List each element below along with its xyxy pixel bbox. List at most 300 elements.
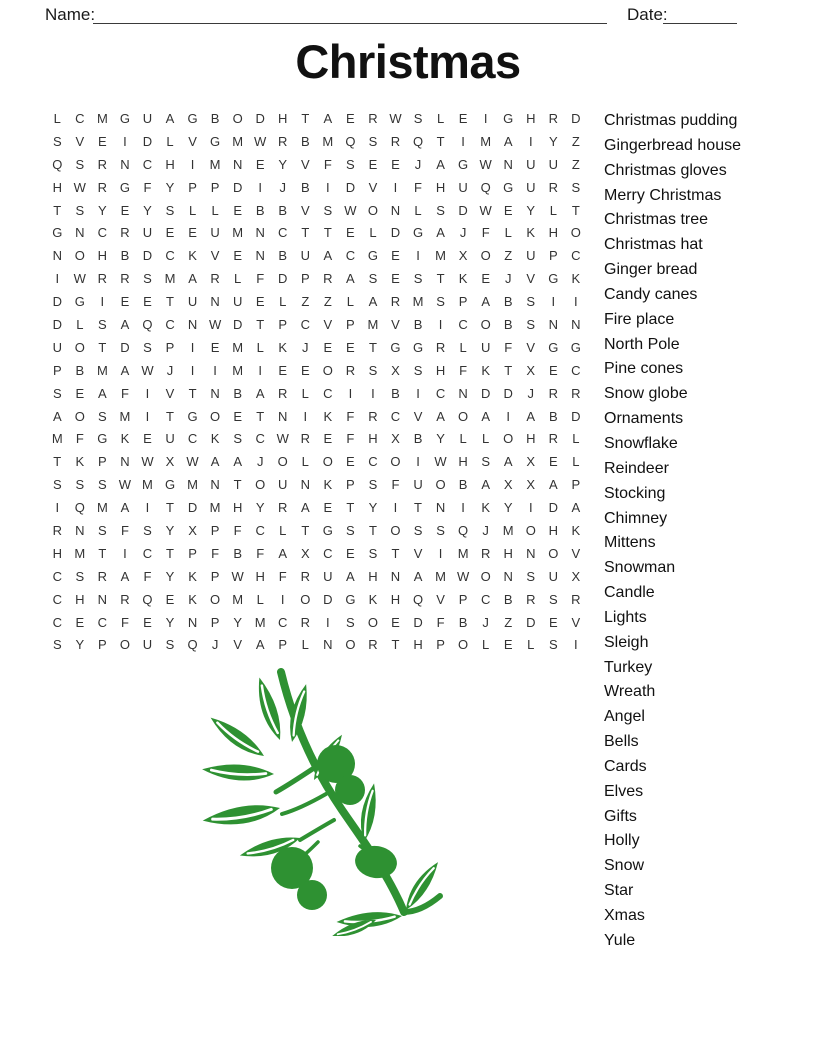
grid-letter: O	[345, 637, 356, 653]
grid-letter: T	[256, 316, 265, 332]
grid-letter: U	[142, 637, 153, 653]
grid-letter: L	[256, 339, 264, 355]
grid-letter: C	[255, 431, 265, 447]
grid-letter: H	[255, 568, 265, 584]
grid-letter: H	[548, 225, 558, 241]
grid-letter: E	[323, 431, 333, 447]
grid-letter: Q	[74, 500, 85, 516]
grid-letter: B	[255, 202, 265, 218]
word-list-item: Stocking	[604, 484, 666, 502]
grid-letter: T	[368, 522, 377, 538]
grid-letter: R	[120, 225, 130, 241]
grid-letter: G	[548, 339, 559, 355]
word-list-item: Chimney	[604, 509, 668, 527]
grid-letter: S	[98, 522, 107, 538]
grid-letter: G	[412, 339, 424, 355]
grid-letter: E	[75, 614, 85, 630]
grid-letter: X	[300, 545, 310, 561]
grid-letter: X	[526, 362, 536, 378]
grid-letter: S	[368, 477, 378, 493]
grid-letter: O	[74, 248, 85, 264]
grid-letter: G	[503, 110, 514, 126]
grid-letter: L	[527, 637, 535, 653]
grid-letter: E	[98, 133, 107, 149]
grid-letter: F	[436, 614, 445, 630]
grid-letter: O	[119, 637, 130, 653]
grid-letter: I	[348, 385, 353, 401]
grid-letter: G	[74, 294, 85, 310]
grid-letter: S	[481, 454, 490, 470]
grid-letter: C	[255, 522, 265, 538]
grid-letter: I	[461, 500, 465, 516]
grid-letter: N	[75, 522, 85, 538]
grid-letter: Y	[436, 431, 445, 447]
grid-letter: Z	[571, 133, 580, 149]
grid-letter: K	[75, 454, 85, 470]
grid-letter: T	[436, 271, 445, 287]
grid-letter: I	[416, 248, 420, 264]
grid-letter: S	[75, 202, 85, 218]
grid-letter: O	[210, 591, 221, 607]
grid-letter: A	[255, 385, 265, 401]
grid-letter: S	[233, 431, 242, 447]
grid-letter: P	[98, 637, 107, 653]
grid-letter: S	[346, 156, 355, 172]
grid-letter: P	[458, 294, 468, 310]
grid-letter: W	[141, 362, 154, 378]
word-list-item: Snow globe	[604, 385, 688, 403]
grid-letter: R	[548, 179, 558, 195]
grid-letter: M	[412, 294, 424, 310]
grid-letter: R	[548, 431, 558, 447]
grid-letter: S	[98, 316, 107, 332]
grid-letter: Q	[458, 522, 469, 538]
grid-letter: L	[53, 110, 61, 126]
grid-letter: U	[458, 179, 468, 195]
grid-letter: R	[97, 156, 108, 172]
grid-letter: C	[75, 110, 85, 126]
grid-letter: I	[574, 637, 578, 653]
name-blank-line	[93, 23, 607, 24]
grid-letter: M	[322, 133, 334, 149]
grid-letter: D	[571, 408, 581, 424]
grid-letter: B	[120, 248, 130, 264]
grid-letter: E	[143, 614, 152, 630]
grid-letter: O	[435, 477, 446, 493]
grid-letter: N	[526, 545, 536, 561]
grid-letter: E	[278, 362, 288, 378]
grid-letter: G	[187, 408, 198, 424]
grid-letter: R	[548, 385, 558, 401]
grid-letter: D	[503, 385, 513, 401]
word-list-item: Christmas hat	[604, 236, 703, 254]
grid-letter: B	[233, 385, 242, 401]
grid-letter: C	[458, 316, 468, 332]
grid-letter: P	[346, 316, 355, 332]
grid-letter: I	[551, 294, 556, 310]
word-list-item: Reindeer	[604, 459, 669, 477]
grid-letter: A	[481, 408, 490, 424]
grid-letter: H	[458, 454, 468, 470]
grid-letter: C	[142, 156, 153, 172]
grid-letter: D	[323, 591, 333, 607]
grid-letter: S	[165, 202, 175, 218]
grid-letter: T	[391, 637, 400, 653]
grid-letter: T	[166, 545, 174, 561]
grid-letter: W	[479, 156, 492, 172]
grid-letter: T	[571, 202, 580, 218]
grid-letter: G	[390, 339, 401, 355]
grid-letter: S	[413, 522, 423, 538]
grid-letter: E	[346, 225, 355, 241]
grid-letter: X	[458, 248, 468, 264]
grid-letter: A	[346, 568, 355, 584]
grid-letter: H	[435, 179, 446, 195]
grid-letter: L	[279, 294, 287, 310]
grid-letter: P	[458, 591, 468, 607]
grid-letter: D	[571, 110, 581, 126]
grid-letter: V	[368, 179, 378, 195]
word-list-item: Ginger bread	[604, 261, 698, 279]
grid-letter: D	[52, 316, 62, 332]
grid-letter: A	[300, 500, 310, 516]
grid-letter: E	[368, 156, 378, 172]
grid-letter: S	[413, 271, 423, 287]
grid-letter: R	[390, 294, 401, 310]
grid-letter: N	[210, 477, 220, 493]
grid-letter: Z	[323, 294, 332, 310]
grid-letter: E	[233, 202, 242, 218]
grid-letter: L	[188, 202, 197, 218]
grid-letter: A	[413, 568, 423, 584]
grid-letter: S	[368, 362, 378, 378]
grid-letter: O	[458, 637, 469, 653]
grid-letter: H	[413, 637, 423, 653]
grid-letter: N	[435, 500, 446, 516]
grid-letter: Q	[480, 179, 491, 195]
grid-letter: O	[525, 522, 536, 538]
grid-letter: N	[52, 248, 62, 264]
grid-letter: T	[504, 362, 513, 378]
grid-letter: V	[436, 591, 445, 607]
grid-letter: O	[232, 110, 243, 126]
grid-letter: D	[52, 294, 62, 310]
grid-letter: I	[55, 271, 60, 287]
grid-letter: C	[435, 385, 446, 401]
word-list-item: Ornaments	[604, 410, 684, 428]
grid-letter: P	[98, 454, 107, 470]
grid-letter: C	[480, 591, 491, 607]
grid-letter: C	[345, 248, 356, 264]
grid-letter: S	[368, 545, 378, 561]
grid-letter: H	[390, 591, 401, 607]
grid-letter: D	[458, 202, 468, 218]
grid-letter: I	[438, 545, 443, 561]
grid-letter: K	[571, 271, 581, 287]
grid-letter: A	[255, 637, 265, 653]
grid-letter: G	[119, 179, 130, 195]
grid-letter: O	[210, 408, 221, 424]
grid-letter: F	[459, 362, 468, 378]
grid-letter: E	[503, 202, 513, 218]
grid-letter: I	[123, 133, 127, 149]
grid-letter: T	[323, 225, 332, 241]
grid-letter: S	[143, 339, 152, 355]
grid-letter: E	[120, 202, 130, 218]
grid-letter: O	[390, 522, 401, 538]
grid-letter: E	[300, 362, 310, 378]
grid-letter: T	[346, 500, 355, 516]
grid-letter: U	[413, 477, 423, 493]
grid-letter: D	[142, 133, 153, 149]
name-label: Name:	[45, 5, 96, 24]
grid-letter: R	[278, 133, 288, 149]
grid-letter: L	[572, 431, 580, 447]
word-list-item: Pine cones	[604, 360, 684, 378]
grid-letter: C	[571, 362, 581, 378]
grid-letter: H	[97, 248, 108, 264]
grid-letter: N	[323, 637, 333, 653]
word-list-item: Lights	[604, 608, 647, 626]
grid-letter: B	[458, 614, 468, 630]
grid-letter: O	[458, 408, 469, 424]
grid-letter: Q	[142, 316, 153, 332]
grid-letter: Q	[52, 156, 63, 172]
grid-letter: C	[323, 545, 333, 561]
grid-letter: Y	[368, 500, 378, 516]
grid-letter: S	[368, 271, 378, 287]
word-list-item: Gifts	[604, 807, 637, 825]
grid-letter: N	[210, 294, 220, 310]
grid-letter: J	[166, 362, 174, 378]
grid-letter: W	[141, 454, 154, 470]
grid-letter: S	[436, 522, 445, 538]
page-title: Christmas	[295, 35, 521, 88]
grid-letter: C	[368, 454, 378, 470]
grid-letter: O	[480, 568, 491, 584]
grid-letter: E	[255, 156, 265, 172]
grid-letter: A	[346, 271, 355, 287]
grid-letter: Y	[165, 179, 175, 195]
grid-letter: B	[300, 179, 310, 195]
grid-letter: Y	[503, 500, 513, 516]
grid-letter: T	[53, 202, 62, 218]
grid-letter: J	[279, 179, 286, 195]
grid-letter: V	[233, 637, 242, 653]
grid-letter: Q	[412, 591, 424, 607]
grid-letter: H	[526, 431, 536, 447]
grid-letter: M	[119, 408, 131, 424]
grid-letter: G	[548, 271, 559, 287]
grid-letter: D	[232, 179, 243, 195]
grid-letter: I	[371, 385, 375, 401]
grid-letter: W	[208, 316, 222, 332]
grid-letter: T	[301, 110, 310, 126]
grid-letter: N	[97, 591, 108, 607]
grid-letter: U	[526, 156, 536, 172]
grid-letter: H	[278, 110, 288, 126]
grid-letter: A	[481, 477, 490, 493]
grid-letter: V	[323, 316, 333, 332]
grid-letter: T	[166, 408, 174, 424]
grid-letter: T	[166, 500, 174, 516]
grid-letter: K	[188, 591, 197, 607]
grid-letter: M	[457, 545, 469, 561]
grid-letter: L	[301, 637, 309, 653]
grid-letter: C	[187, 431, 198, 447]
grid-letter: Y	[75, 637, 85, 653]
grid-letter: A	[436, 225, 445, 241]
grid-letter: G	[187, 110, 198, 126]
grid-letter: Q	[142, 591, 153, 607]
grid-letter: X	[571, 568, 581, 584]
grid-letter: B	[210, 110, 220, 126]
grid-letter: U	[300, 248, 310, 264]
grid-letter: O	[480, 316, 491, 332]
grid-letter: E	[255, 294, 265, 310]
grid-letter: M	[502, 522, 514, 538]
grid-letter: Y	[255, 500, 265, 516]
grid-letter: L	[211, 202, 219, 218]
grid-letter: L	[346, 294, 354, 310]
grid-letter: S	[75, 568, 85, 584]
grid-letter: O	[367, 202, 378, 218]
grid-letter: J	[459, 225, 467, 241]
grid-letter: N	[503, 568, 513, 584]
grid-letter: W	[231, 568, 244, 584]
grid-letter: A	[548, 477, 558, 493]
grid-letter: O	[74, 339, 85, 355]
grid-letter: L	[459, 339, 467, 355]
grid-letter: Z	[301, 294, 310, 310]
grid-letter: B	[278, 202, 288, 218]
grid-letter: A	[323, 110, 333, 126]
grid-letter: X	[391, 362, 400, 378]
grid-letter: G	[458, 156, 469, 172]
grid-letter: P	[210, 179, 220, 195]
grid-letter: R	[390, 133, 401, 149]
grid-letter: S	[52, 637, 62, 653]
grid-letter: N	[255, 248, 265, 264]
grid-letter: L	[436, 110, 445, 126]
date-blank-line	[663, 23, 737, 24]
grid-letter: S	[98, 477, 107, 493]
grid-letter: M	[232, 225, 244, 241]
grid-letter: X	[165, 454, 175, 470]
grid-letter: P	[165, 339, 175, 355]
grid-letter: M	[232, 362, 244, 378]
grid-letter: B	[503, 316, 513, 332]
word-list-item: Star	[604, 882, 634, 900]
grid-letter: T	[233, 477, 242, 493]
grid-letter: I	[574, 294, 578, 310]
grid-letter: N	[390, 568, 401, 584]
grid-letter: D	[187, 500, 198, 516]
word-search-grid	[46, 107, 587, 656]
grid-letter: M	[142, 477, 153, 493]
grid-letter: U	[52, 339, 62, 355]
grid-letter: U	[548, 156, 558, 172]
grid-letter: E	[346, 110, 355, 126]
grid-letter: R	[52, 522, 62, 538]
grid-letter: U	[323, 568, 333, 584]
grid-letter: L	[301, 385, 309, 401]
grid-letter: Y	[165, 522, 175, 538]
grid-letter: E	[233, 408, 242, 424]
grid-letter: W	[456, 568, 470, 584]
grid-letter: F	[75, 431, 84, 447]
grid-letter: S	[346, 614, 355, 630]
grid-letter: R	[278, 500, 288, 516]
grid-letter: I	[213, 362, 217, 378]
grid-letter: W	[254, 133, 267, 149]
grid-letter: F	[346, 408, 355, 424]
grid-letter: E	[503, 637, 513, 653]
grid-letter: E	[165, 591, 175, 607]
grid-letter: E	[548, 614, 558, 630]
grid-letter: V	[300, 202, 310, 218]
grid-letter: R	[548, 110, 558, 126]
grid-letter: M	[435, 568, 446, 584]
grid-letter: L	[166, 133, 174, 149]
word-list-item: Elves	[604, 782, 644, 800]
grid-letter: O	[367, 614, 378, 630]
grid-letter: O	[255, 477, 266, 493]
grid-letter: K	[323, 408, 333, 424]
grid-letter: S	[98, 408, 107, 424]
grid-letter: K	[368, 591, 378, 607]
grid-letter: P	[571, 477, 581, 493]
grid-letter: F	[233, 522, 242, 538]
grid-letter: L	[572, 454, 580, 470]
grid-letter: D	[390, 225, 401, 241]
grid-letter: E	[323, 339, 333, 355]
grid-letter: F	[414, 179, 422, 195]
grid-letter: V	[165, 385, 175, 401]
grid-letter: C	[278, 225, 288, 241]
grid-letter: I	[190, 156, 195, 172]
grid-letter: E	[346, 454, 355, 470]
grid-letter: N	[571, 316, 581, 332]
grid-letter: N	[300, 477, 310, 493]
grid-letter: G	[503, 179, 514, 195]
grid-letter: D	[526, 614, 536, 630]
grid-letter: F	[256, 545, 265, 561]
word-list-item: Candy canes	[604, 285, 698, 303]
grid-letter: F	[143, 568, 152, 584]
grid-letter: I	[326, 179, 330, 195]
grid-letter: M	[187, 477, 198, 493]
grid-letter: R	[323, 271, 333, 287]
grid-letter: N	[458, 385, 468, 401]
grid-letter: L	[234, 271, 242, 287]
grid-letter: W	[479, 202, 492, 218]
grid-letter: I	[123, 545, 127, 561]
grid-letter: C	[52, 614, 62, 630]
grid-letter: U	[142, 110, 153, 126]
grid-letter: K	[458, 271, 468, 287]
grid-letter: Z	[571, 156, 580, 172]
grid-letter: T	[188, 385, 197, 401]
grid-letter: X	[391, 431, 400, 447]
grid-letter: Y	[165, 614, 175, 630]
grid-letter: U	[480, 339, 491, 355]
grid-letter: D	[413, 614, 423, 630]
grid-letter: E	[391, 248, 400, 264]
date-label: Date:	[627, 5, 668, 24]
grid-letter: R	[97, 271, 108, 287]
grid-letter: F	[120, 385, 129, 401]
